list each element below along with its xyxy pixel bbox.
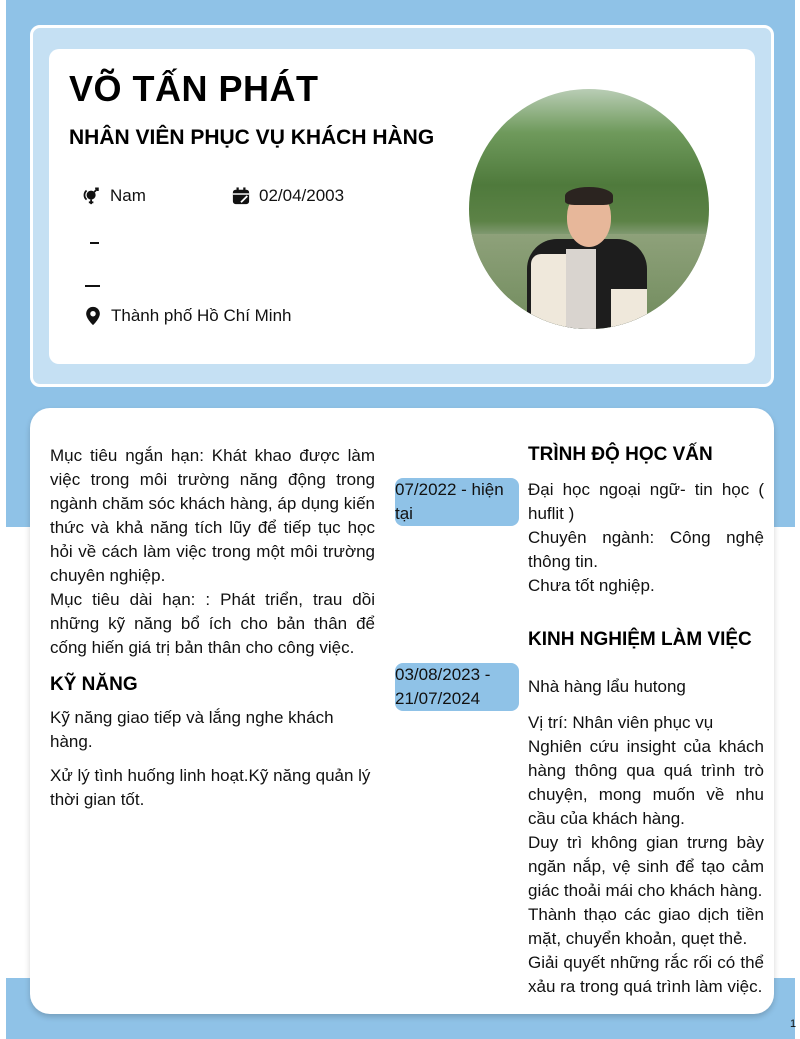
education-school: Đại học ngoại ngữ- tin học ( huflit ) xyxy=(528,480,764,523)
candidate-name: VÕ TẤN PHÁT xyxy=(69,68,319,109)
experience-company: Nhà hàng lẩu hutong xyxy=(528,677,686,696)
address-value: Thành phố Hồ Chí Minh xyxy=(111,306,292,325)
education-date-badge: 07/2022 - hiện tại xyxy=(395,478,519,526)
gender-info xyxy=(82,186,146,206)
experience-title: KINH NGHIỆM LÀM VIỆC xyxy=(528,629,752,650)
email-placeholder-mark xyxy=(85,285,100,287)
experience-duty: Giải quyết những rắc rối có thể xảu ra trong quá trình làm việc. xyxy=(528,953,764,996)
skills-title: KỸ NĂNG xyxy=(50,674,138,695)
birthday-value: 02/04/2003 xyxy=(259,186,345,205)
objective-long-term: Mục tiêu dài hạn: : Phát triển, trau dồi những kỹ năng bổ ích cho bản thân để cống hiến giá trị bản thân cho công việc. xyxy=(50,590,375,657)
objective-short-term: Mục tiêu ngắn hạn: Khát khao được làm việc trong môi trường năng động trong ngành chăm sóc khách hàng, áp dụng kiến thức và khả năng tích lũy để tiếp tục học hỏi về cách làm việc trong một môi trường chuyên nghiệp. xyxy=(50,446,375,585)
gender-icon xyxy=(82,186,102,206)
education-major: Chuyên ngành: Công nghệ thông tin. xyxy=(528,528,764,571)
experience-position: Vị trí: Nhân viên phục vụ xyxy=(528,713,714,732)
education-title: TRÌNH ĐỘ HỌC VẤN xyxy=(528,444,713,465)
address-info xyxy=(83,306,292,326)
experience-date-badge: 03/08/2023 - 21/07/2024 xyxy=(395,663,519,711)
location-pin-icon xyxy=(83,306,103,326)
education-status: Chưa tốt nghiệp. xyxy=(528,576,655,595)
experience-duty: Thành thạo các giao dịch tiền mặt, chuyển khoản, quẹt thẻ. xyxy=(528,905,764,948)
skill-item: Xử lý tình huống linh hoạt.Kỹ năng quản lý thời gian tốt. xyxy=(50,766,371,809)
calendar-icon xyxy=(231,186,251,206)
experience-duty: Nghiên cứu insight của khách hàng thông qua quá trình trò chuyện, mong muốn về nhu cầu của khách hàng. xyxy=(528,737,764,828)
birthday-info xyxy=(231,186,344,206)
job-title: NHÂN VIÊN PHỤC VỤ KHÁCH HÀNG xyxy=(69,126,435,149)
gender-value: Nam xyxy=(110,186,146,205)
experience-duty: Duy trì không gian trưng bày ngăn nắp, vệ sinh để tạo cảm giác thoải mái cho khách hàng. xyxy=(528,833,764,900)
skill-item: Kỹ năng giao tiếp và lắng nghe khách hàng. xyxy=(50,708,334,751)
page-number: 1 xyxy=(790,1018,797,1030)
profile-photo xyxy=(469,89,709,329)
phone-placeholder-mark xyxy=(90,242,99,244)
